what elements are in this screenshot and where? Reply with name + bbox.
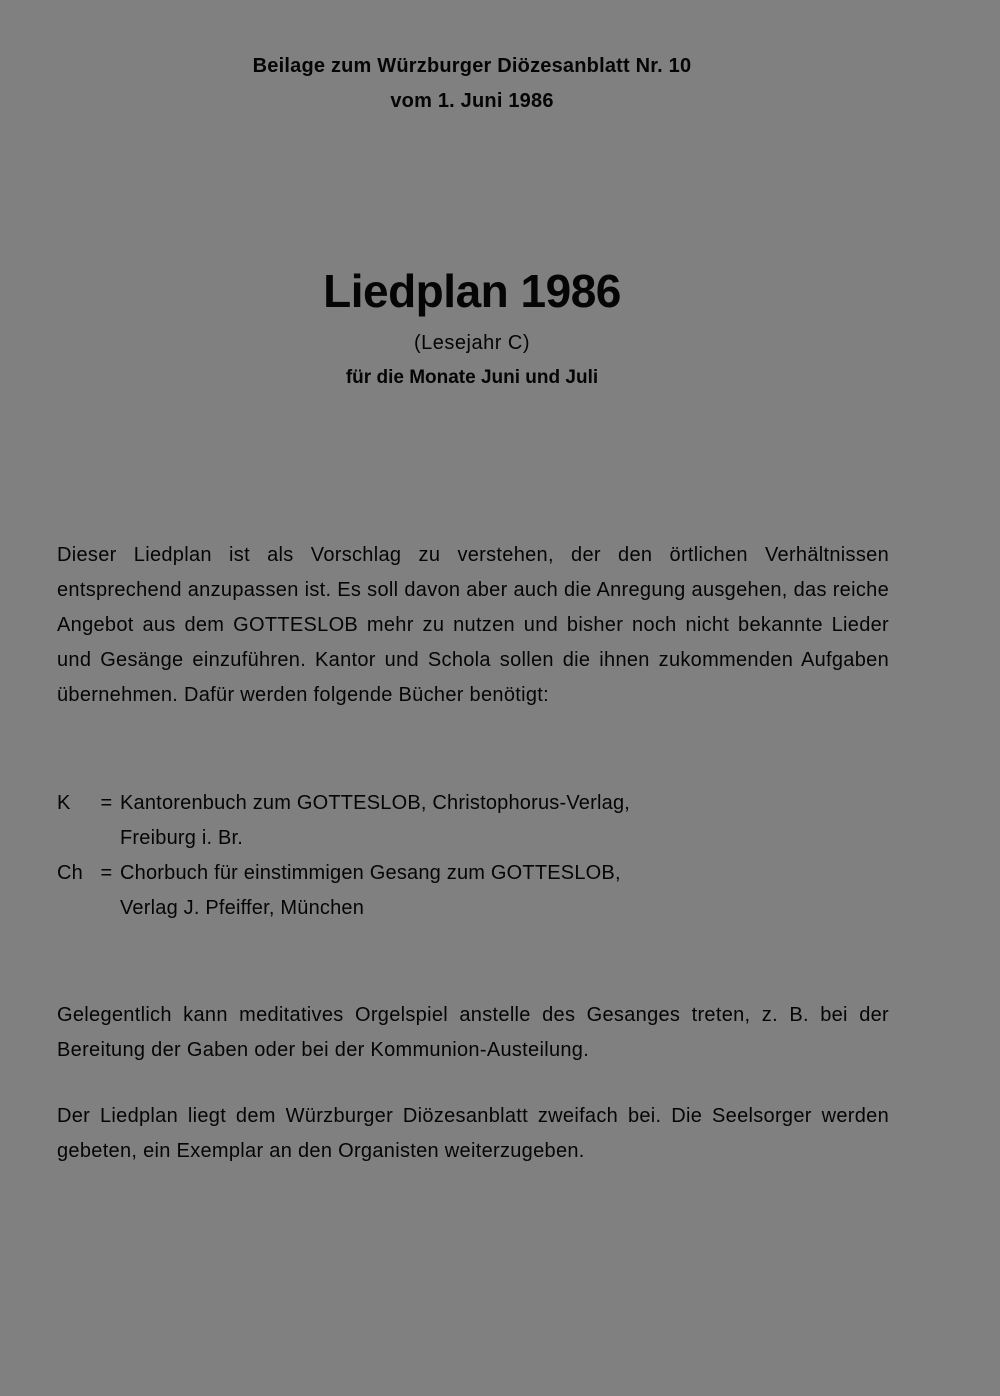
page-title: Liedplan 1986 [323, 265, 621, 317]
book-description [120, 856, 857, 926]
book-list [57, 786, 857, 926]
equals-sign: = [100, 792, 113, 814]
page-subtitle: (Lesejahr C) [413, 332, 531, 354]
header-date-line: vom 1. Juni 1986 [390, 90, 554, 112]
book-abbreviation: K [57, 792, 71, 814]
intro-paragraph: Dieser Liedplan ist als Vorschlag zu verstehen, der den örtlichen Verhältnissen entsprechend anzupassen ist. Es soll davon aber auch die Anregung ausgehen, das reiche Angebot aus dem GOTTESLOB mehr zu nutzen und bisher noch nicht bekannte Lieder und Gesänge einzuführen. Kantor und Schola sollen die ihnen zukommenden Aufgaben übernehmen. Dafür werden folgende Bücher benötigt: [57, 544, 889, 706]
header-publication-line: Beilage zum Würzburger Diözesanblatt Nr. 10 [252, 55, 692, 77]
book-description [120, 786, 857, 856]
book-publisher-line: Freiburg i. Br. [120, 827, 244, 849]
book-title-line: Chorbuch für einstimmigen Gesang zum GOTTESLOB, [120, 862, 621, 884]
months-line: für die Monate Juni und Juli [345, 367, 599, 388]
distribution-note-paragraph: Der Liedplan liegt dem Würzburger Diözesanblatt zweifach bei. Die Seelsorger werden gebeten, ein Exemplar an den Organisten weiterzugeben. [57, 1105, 889, 1162]
book-entry-kantorenbuch [57, 786, 857, 856]
book-publisher-line: Verlag J. Pfeiffer, München [120, 897, 365, 919]
book-abbreviation: Ch [57, 862, 83, 884]
book-entry-chorbuch [57, 856, 857, 926]
equals-sign: = [100, 862, 113, 884]
book-title-line: Kantorenbuch zum GOTTESLOB, Christophorus-Verlag, [120, 792, 631, 814]
organ-note-paragraph: Gelegentlich kann meditatives Orgelspiel anstelle des Gesanges treten, z. B. bei der Bereitung der Gaben oder bei der Kommunion-Austeilung. [57, 1004, 889, 1061]
